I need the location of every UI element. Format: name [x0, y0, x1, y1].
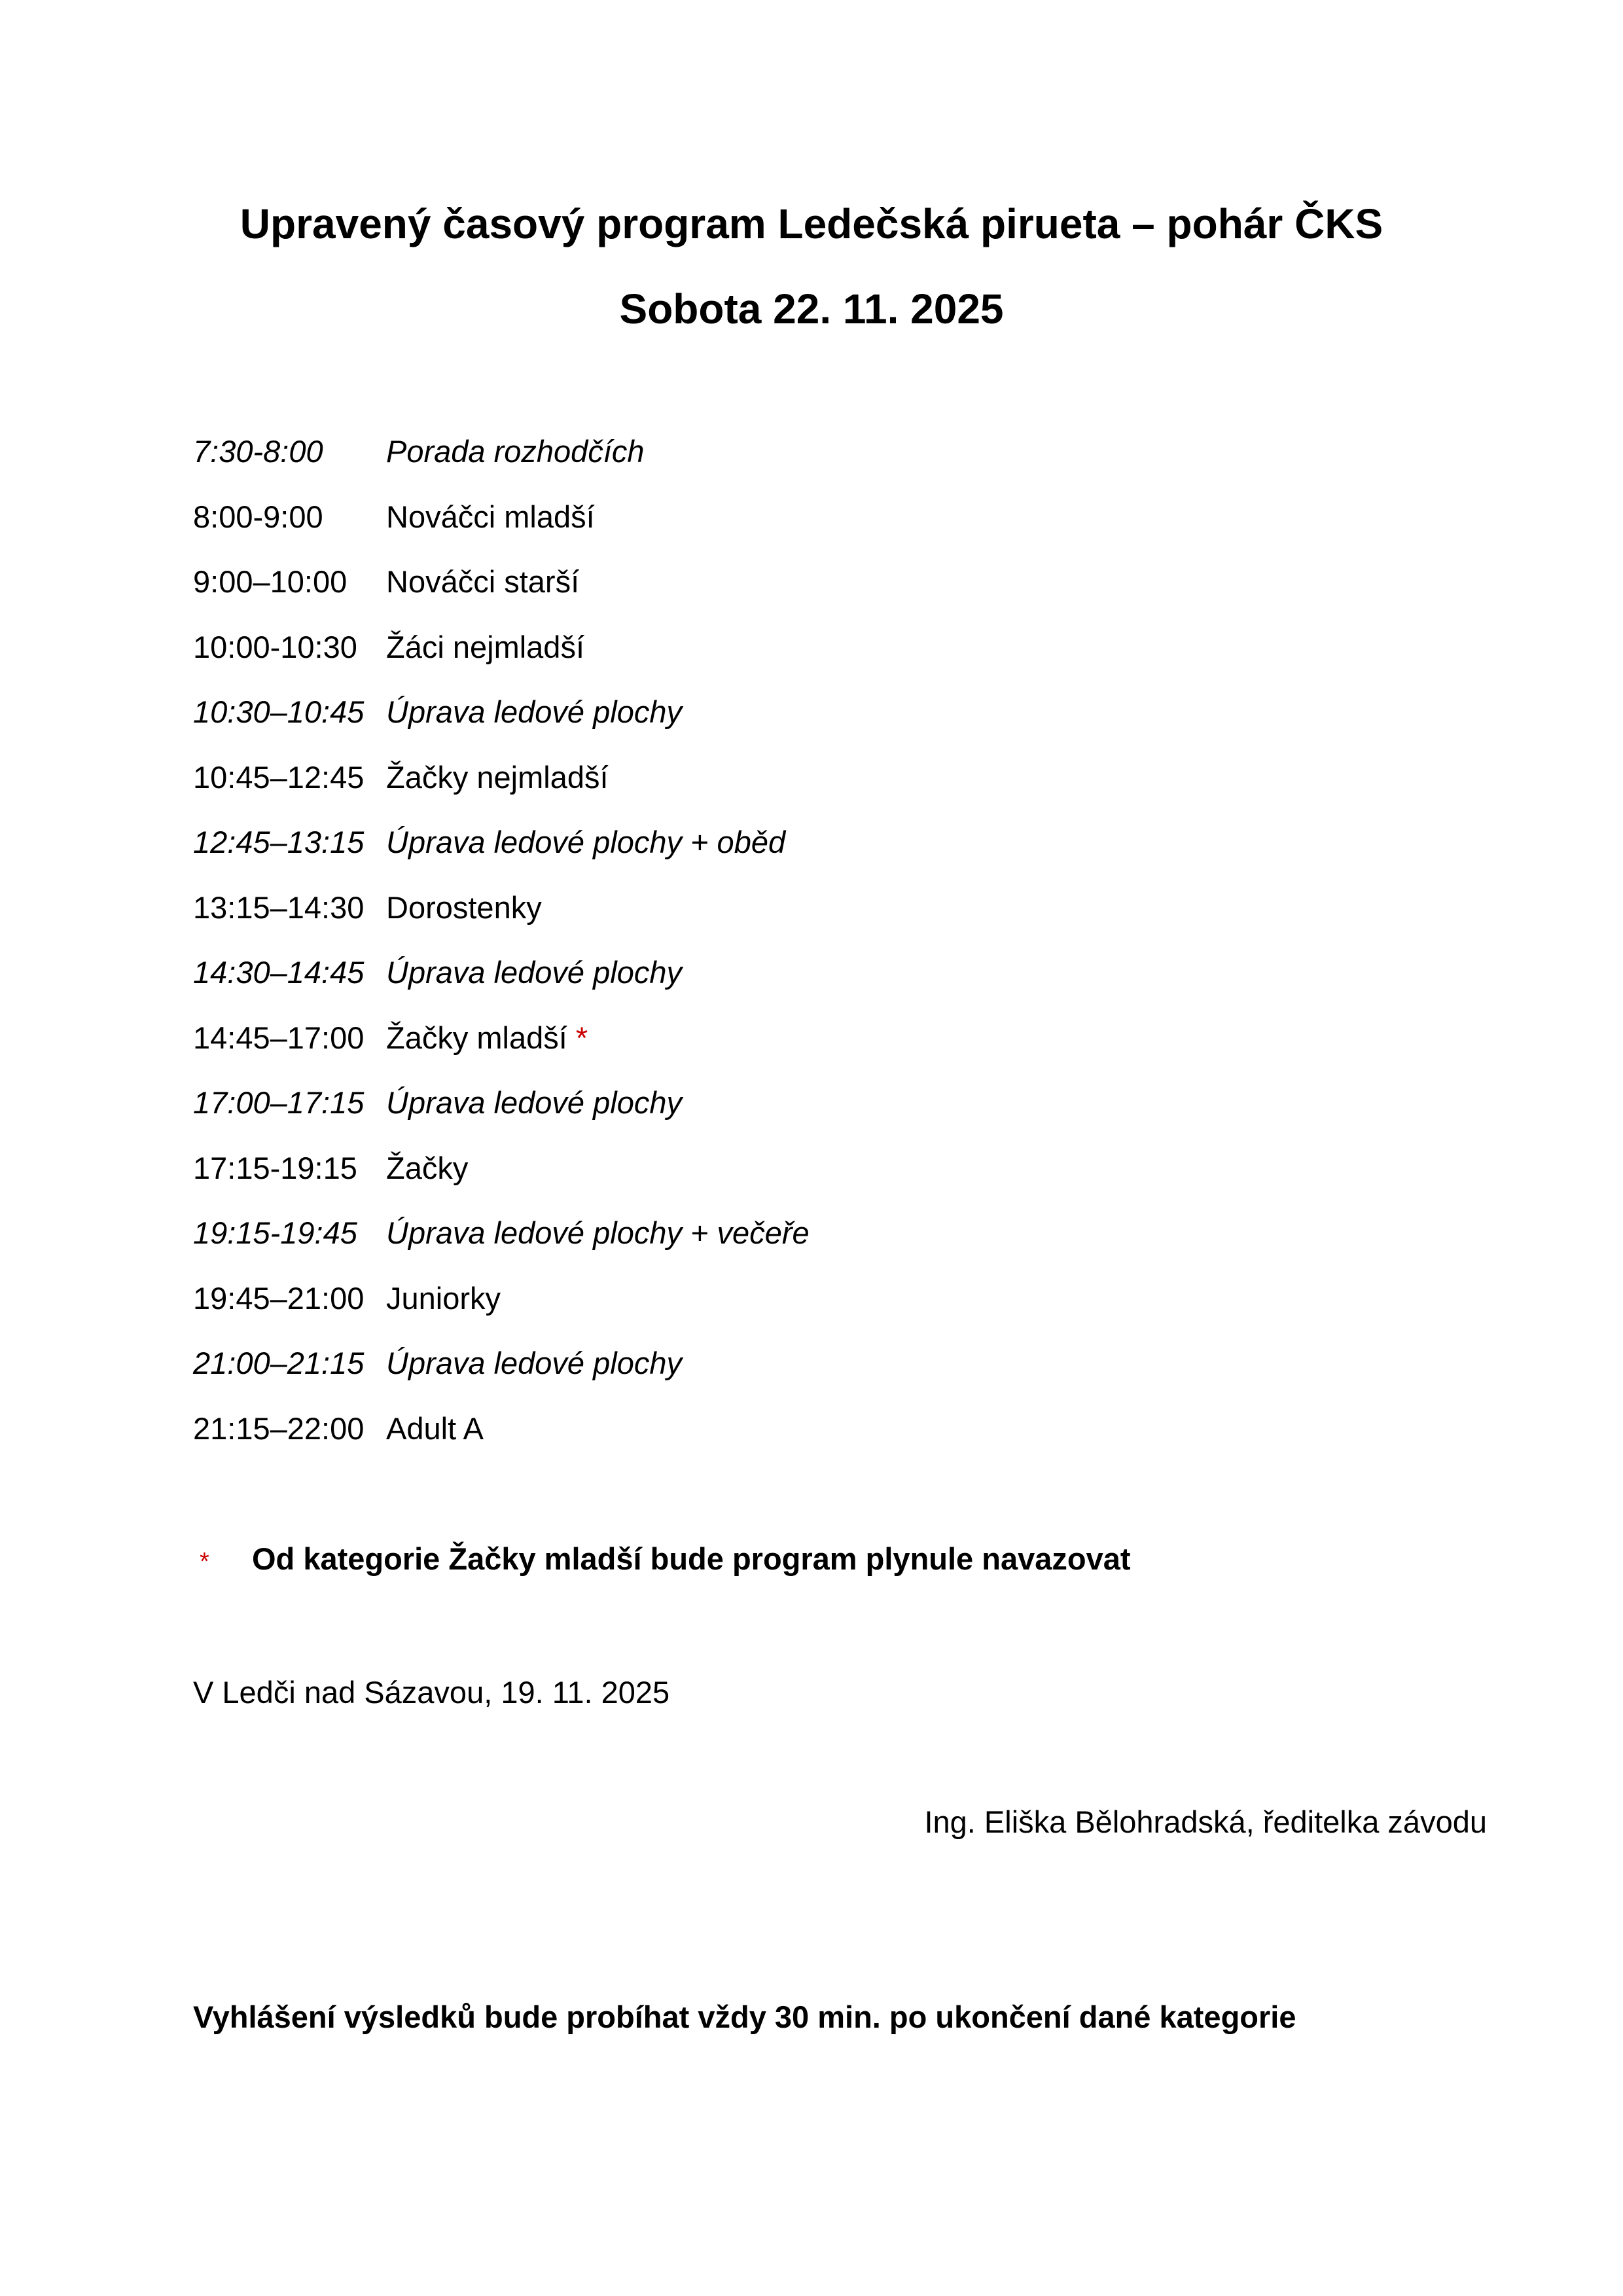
schedule-time: 19:15-19:45 — [193, 1215, 357, 1250]
schedule-row — [193, 758, 1371, 823]
schedule-label: Úprava ledové plochy — [386, 1346, 682, 1380]
schedule-time: 21:00–21:15 — [193, 1346, 365, 1380]
schedule-time: 10:00-10:30 — [193, 629, 357, 664]
schedule-label: Úprava ledové plochy + večeře — [386, 1215, 810, 1250]
schedule-label: Adult A — [386, 1410, 484, 1446]
schedule-label: Úprava ledové plochy + oběd — [386, 825, 786, 859]
schedule-label: Žačky nejmladší — [386, 759, 609, 795]
schedule-time: 10:30–10:45 — [193, 694, 365, 729]
schedule-row — [193, 1344, 1371, 1409]
announcement: Vyhlášení výsledků bude probíhat vždy 30 min. po ukončení dané kategorie — [193, 2000, 1296, 2034]
schedule-label: Nováčci starší — [386, 564, 580, 599]
schedule-row — [193, 497, 1371, 563]
schedule-time: 9:00–10:00 — [193, 564, 348, 599]
schedule-row — [193, 888, 1371, 954]
schedule-time: 12:45–13:15 — [193, 825, 365, 859]
schedule-row — [193, 432, 1371, 497]
schedule-row — [193, 1279, 1371, 1344]
asterisk-marker: * — [200, 1548, 209, 1575]
place-date: V Ledči nad Sázavou, 19. 11. 2025 — [193, 1675, 670, 1710]
schedule-time: 14:30–14:45 — [193, 955, 365, 990]
schedule-time: 8:00-9:00 — [193, 499, 323, 534]
schedule-label: Úprava ledové plochy — [386, 955, 682, 990]
schedule-row — [193, 628, 1371, 693]
page-subtitle-date: Sobota 22. 11. 2025 — [619, 285, 1004, 332]
schedule-row — [193, 823, 1371, 888]
schedule-label: Žačky mladší — [386, 1020, 567, 1055]
schedule-time: 19:45–21:00 — [193, 1280, 365, 1316]
schedule-label: Úprava ledové plochy — [386, 1085, 682, 1120]
schedule-label: Žáci nejmladší — [386, 629, 584, 664]
schedule-row — [193, 1018, 1371, 1084]
schedule-time: 21:15–22:00 — [193, 1410, 365, 1446]
schedule-time: 10:45–12:45 — [193, 759, 365, 795]
schedule-time: 17:00–17:15 — [193, 1085, 365, 1120]
schedule-row — [193, 1213, 1371, 1279]
schedule-row — [193, 1083, 1371, 1149]
schedule-label: Úprava ledové plochy — [386, 694, 682, 729]
schedule-row — [193, 1149, 1371, 1214]
signature: Ing. Eliška Bělohradská, ředitelka závodu — [924, 1804, 1487, 1839]
schedule-label: Dorostenky — [386, 889, 542, 925]
schedule-time: 17:15-19:15 — [193, 1150, 357, 1185]
asterisk-marker: * — [575, 1020, 588, 1055]
schedule-row — [193, 692, 1371, 758]
footnote-text: Od kategorie Žačky mladší bude program plynule navazovat — [252, 1541, 1131, 1576]
schedule-time: 13:15–14:30 — [193, 889, 365, 925]
schedule-list — [193, 432, 1371, 1474]
footnote — [200, 1539, 1131, 1581]
schedule-row — [193, 953, 1371, 1018]
schedule-label: Porada rozhodčích — [386, 434, 645, 469]
page-title: Upravený časový program Ledečská pirueta – pohár ČKS — [240, 200, 1383, 247]
schedule-row — [193, 1409, 1371, 1475]
schedule-label: Juniorky — [386, 1280, 501, 1316]
schedule-label: Nováčci mladší — [386, 499, 595, 534]
schedule-label: Žačky — [386, 1150, 469, 1185]
schedule-label-with-marker — [386, 1018, 588, 1058]
schedule-row — [193, 562, 1371, 628]
schedule-time: 14:45–17:00 — [193, 1020, 365, 1055]
schedule-time: 7:30-8:00 — [193, 434, 323, 469]
